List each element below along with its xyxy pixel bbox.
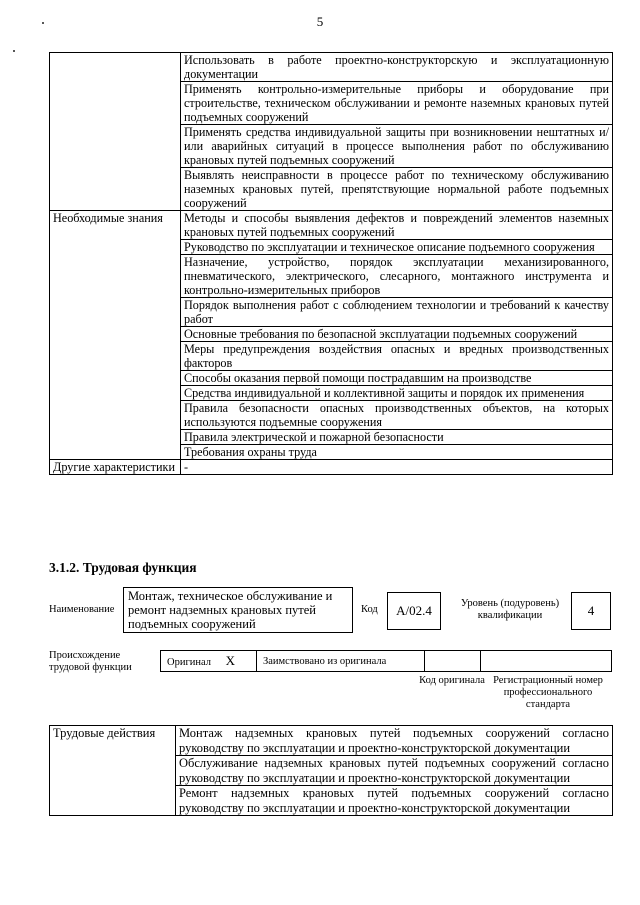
labor-action-item: Ремонт надземных крановых путей подъемных сооружений согласно руководству по эксплуатации и проектно-конструкторской документации xyxy=(176,786,613,816)
level-box: 4 xyxy=(571,592,611,630)
level-label: Уровень (подуровень) квалификации xyxy=(460,598,560,621)
labor-action-item: Обслуживание надземных крановых путей подъемных сооружений согласно руководству по эксплуатации и проектно-конструкторской документации xyxy=(176,756,613,786)
knowledge-item: Правила электрической и пожарной безопасности xyxy=(181,430,613,445)
name-label: Наименование xyxy=(49,604,115,615)
code-original-caption: Код оригинала xyxy=(419,675,485,686)
knowledge-item: Назначение, устройство, порядок эксплуатации механизированного, пневматического, электрического, слесарного, монтажного инструмента и контрольно-измерительных приборов xyxy=(181,255,613,298)
skills-label-cell xyxy=(50,53,181,211)
skill-item: Применять средства индивидуальной защиты при возникновении нештатных и/или аварийных ситуаций в процессе выполнения работ по обслуживанию крановых путей подъемных сооружений xyxy=(181,125,613,168)
knowledge-item: Руководство по эксплуатации и техническое описание подъемного сооружения xyxy=(181,240,613,255)
knowledge-item: Основные требования по безопасной эксплуатации подъемных сооружений xyxy=(181,327,613,342)
code-label: Код xyxy=(361,604,378,615)
labor-action-item: Монтаж надземных крановых путей подъемных сооружений согласно руководству по эксплуатации и проектно-конструкторской документации xyxy=(176,726,613,756)
knowledge-item: Средства индивидуальной и коллективной защиты и порядок их применения xyxy=(181,386,613,401)
skill-item: Выявлять неисправности в процессе работ по техническому обслуживанию наземных крановых путей, препятствующие нормальной работе подъемных сооружений xyxy=(181,168,613,211)
knowledge-item: Порядок выполнения работ с соблюдением технологии и требований к качеству работ xyxy=(181,298,613,327)
scan-dot xyxy=(42,22,44,24)
origin-label: Происхождение трудовой функции xyxy=(49,650,132,673)
original-mark: X xyxy=(225,653,236,668)
other-characteristics-label: Другие характеристики xyxy=(50,460,181,475)
knowledge-item: Правила безопасности опасных производственных объектов, на которых используются подъемные сооружения xyxy=(181,401,613,430)
knowledge-label: Необходимые знания xyxy=(50,211,181,460)
skill-item: Применять контрольно-измерительные приборы и оборудование при строительстве, техническом обслуживании и ремонте наземных крановых путей подъемных сооружений xyxy=(181,82,613,125)
labor-actions-label: Трудовые действия xyxy=(50,726,176,816)
original-label: Оригинал xyxy=(167,657,211,668)
skills-knowledge-table xyxy=(49,52,613,475)
origin-table xyxy=(160,650,612,672)
section-title: 3.1.2. Трудовая функция xyxy=(49,560,197,575)
registration-number-cell xyxy=(481,651,612,672)
skill-item: Использовать в работе проектно-конструкторскую и эксплуатационную документации xyxy=(181,53,613,82)
knowledge-item: Требования охраны труда xyxy=(181,445,613,460)
function-name-box: Монтаж, техническое обслуживание и ремонт надземных крановых путей подъемных сооружений xyxy=(123,587,353,633)
code-box: А/02.4 xyxy=(387,592,441,630)
knowledge-item: Методы и способы выявления дефектов и повреждений элементов наземных крановых путей подъемных сооружений xyxy=(181,211,613,240)
origin-code-cell xyxy=(425,651,481,672)
other-characteristics-value: - xyxy=(181,460,613,475)
registration-caption: Регистрационный номер профессионального стандарта xyxy=(493,675,603,710)
page-number: 5 xyxy=(316,14,324,29)
origin-original-cell xyxy=(161,651,257,672)
scan-dot xyxy=(13,50,15,52)
knowledge-item: Способы оказания первой помощи пострадавшим на производстве xyxy=(181,371,613,386)
borrowed-label: Заимствовано из оригинала xyxy=(257,651,425,672)
knowledge-item: Меры предупреждения воздействия опасных и вредных производственных факторов xyxy=(181,342,613,371)
labor-actions-table xyxy=(49,725,613,816)
